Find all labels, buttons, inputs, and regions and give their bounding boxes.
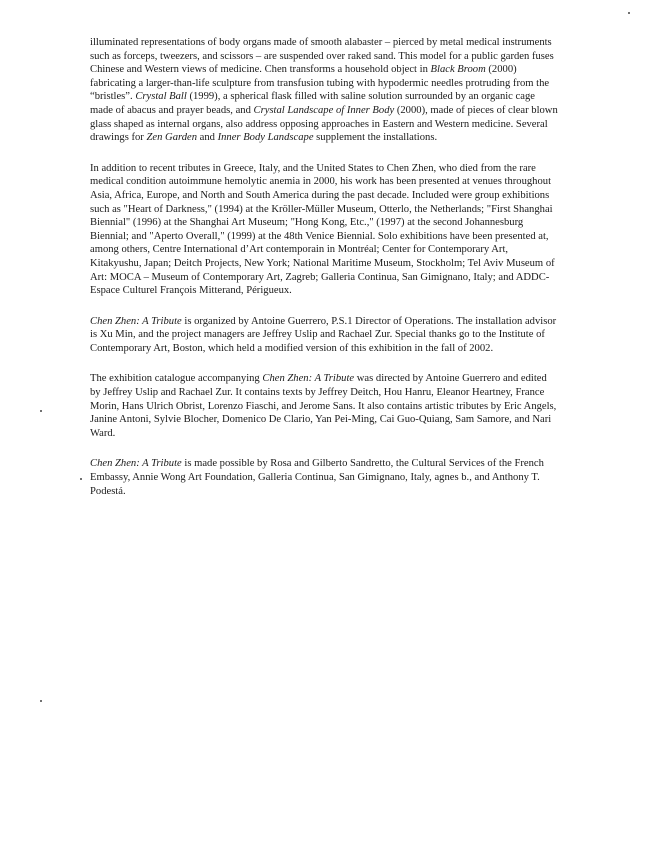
text-run: is made possible by Rosa and Gilberto Sandretto, the Cultural Services of the French Embassy, Annie Wong Art Foundation, Galleria Continua, San Gimignano, Italy, agnes b., and Anthony T. Podestá.	[90, 458, 544, 497]
scan-speck	[40, 700, 42, 702]
italic-title: Crystal Ball	[135, 91, 187, 103]
paragraph-catalogue	[90, 372, 560, 440]
paragraph-organizers	[90, 315, 560, 356]
text-run: In addition to recent tributes in Greece, Italy, and the United States to Chen Zhen, who died from the rare medical condition autoimmune hemolytic anemia in 2000, his work has been presented at venues throughout Asia, Africa, Europe, and North and South America during the past decade. Included were group exhibitions such as "Heart of Darkness," (1994) at the Kröller-Müller Museum, Otterlo, the Netherlands; "First Shanghai Biennial" (1996) at the Shanghai Art Museum; "Hong Kong, Etc.," (1997) at the second Johannesburg Biennial; and "Aperto Overall," (1999) at the 48th Venice Biennial. Solo exhibitions have been presented at, among others, Centre International d’Art contemporain in Montréal; Center for Contemporary Art, Kitakyushu, Japan; Deitch Projects, New York; National Maritime Museum, Stockholm; Tel Aviv Museum of Art: MOCA – Museum of Contemporary Art, Zagreb; Galleria Continua, San Gimignano, Italy; and ADDC-Espace Culturel François Mitterand, Périgueux.	[90, 162, 555, 297]
text-run: and	[197, 132, 218, 144]
text-run: is organized by Antoine Guerrero, P.S.1 Director of Operations. The installation advisor is Xu Min, and the project managers are Jeffrey Uslip and Rachael Zur. Special thanks go to the Institute of Contemporary Art, Boston, which held a modified version of this exhibition in the fall of 2002.	[90, 315, 557, 354]
paragraph-artworks	[90, 36, 560, 145]
italic-title: Chen Zhen: A Tribute	[90, 458, 182, 470]
paragraph-exhibition-history	[90, 162, 560, 298]
text-run: supplement the installations.	[313, 132, 438, 144]
italic-title: Inner Body Landscape	[217, 132, 314, 144]
text-run: (2000) fabricating a larger-than-life sculpture from transfusion tubing with hypodermic needles protruding from the “bristles”.	[90, 64, 550, 103]
text-run: (2000), made of pieces of clear blown glass shaped as internal organs, also address opposing approaches in Eastern and Western medicine. Several drawings for	[90, 104, 558, 144]
italic-title: Chen Zhen: A Tribute	[262, 373, 355, 385]
scan-speck	[628, 12, 630, 14]
scan-speck	[40, 410, 42, 412]
text-run: was directed by Antoine Guerrero and edited by Jeffrey Uslip and Rachael Zur. It contains texts by Jeffrey Deitch, Hou Hanru, Eleanor Heartney, France Morin, Hans Ulrich Obrist, Lorenzo Fiaschi, and Jerome Sans. It also contains artistic tributes by Eric Angels, Janine Antoni, Sylvie Blocher, Domenico De Clario, Yan Pei-Ming, Cai Guo-Quiang, Sam Samore, and Nari Ward.	[90, 373, 557, 439]
document-page	[90, 36, 560, 515]
italic-title: Black Broom	[430, 64, 486, 76]
text-run: illuminated representations of body organs made of smooth alabaster – pierced by metal medical instruments such as forceps, tweezers, and scissors – are suspended over raked sand. This model for a public garden fuses Chinese and Western views of medicine. Chen transforms a household object in	[90, 37, 554, 76]
italic-title: Zen Garden	[146, 132, 198, 144]
paragraph-sponsors	[90, 457, 560, 498]
scan-speck	[80, 478, 82, 480]
italic-title: Crystal Landscape of Inner Body	[253, 104, 395, 116]
text-run: (1999), a spherical flask filled with saline solution surrounded by an organic cage made of abacus and prayer beads, and	[90, 91, 535, 116]
text-run: The exhibition catalogue accompanying	[90, 373, 263, 385]
italic-title: Chen Zhen: A Tribute	[90, 315, 182, 327]
